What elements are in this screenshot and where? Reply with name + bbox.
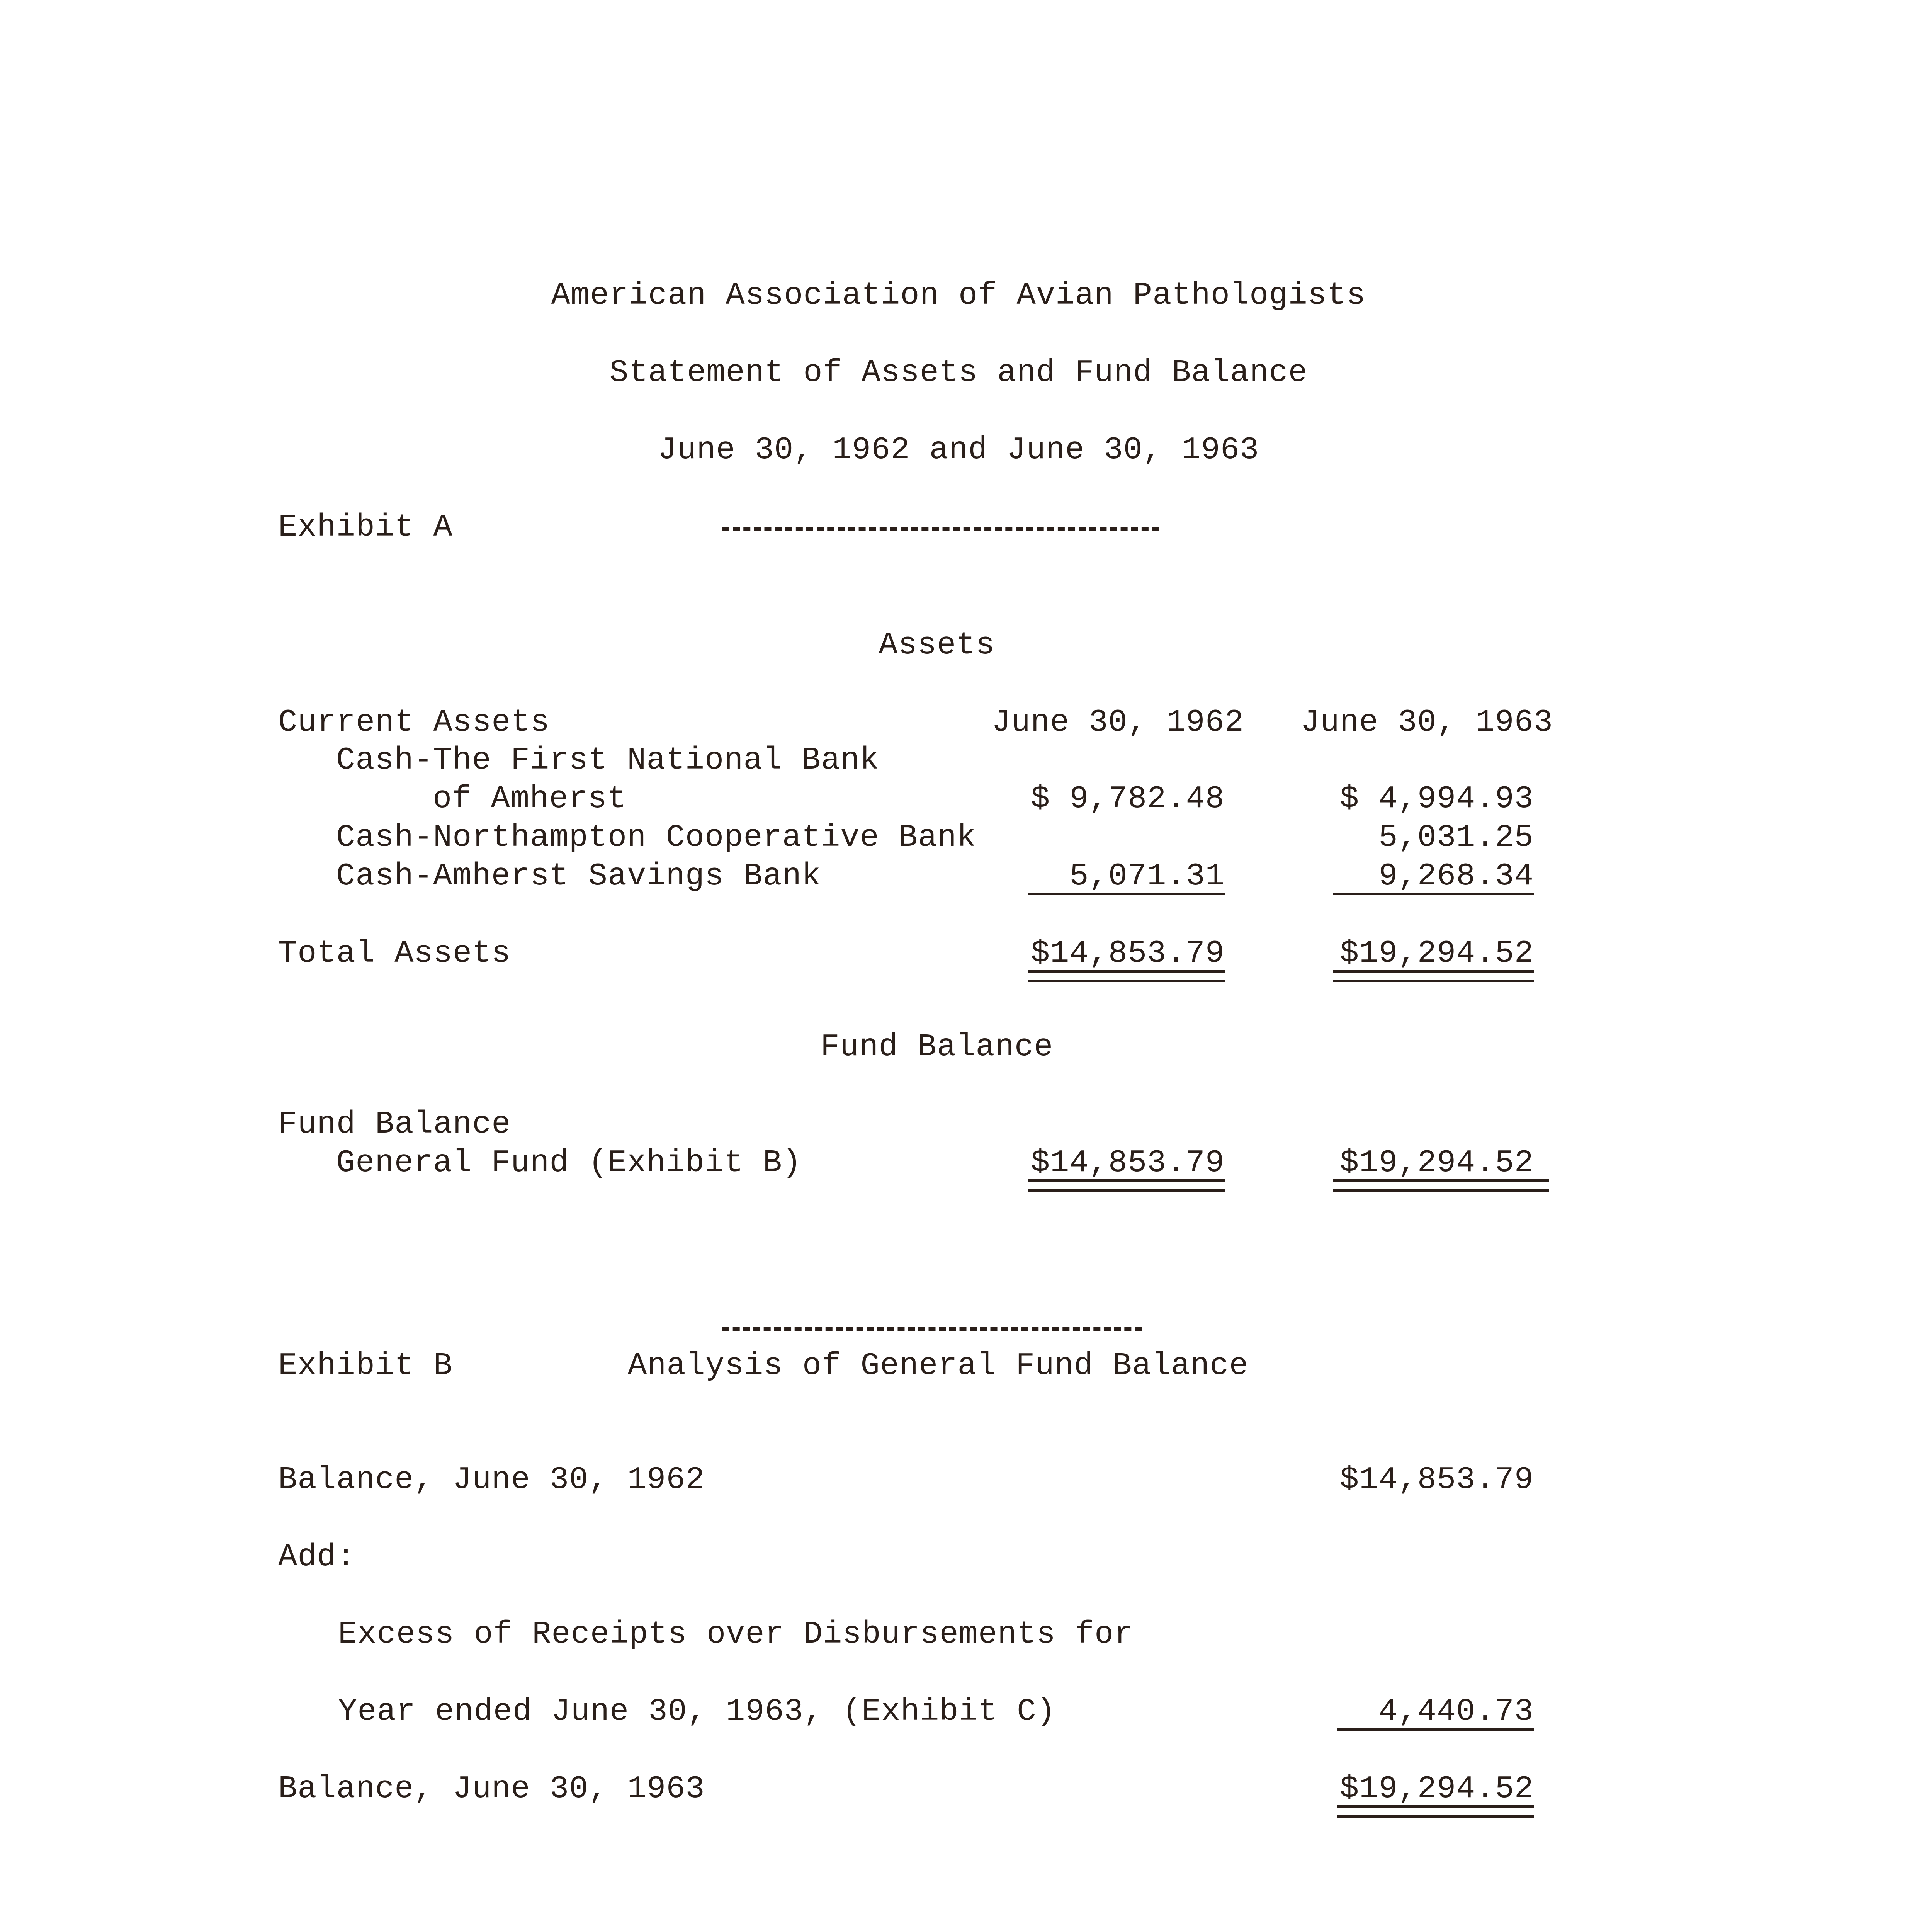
exhibit-a-dashed-divider — [722, 527, 1159, 531]
asset-row-value-1962: $ 9,782.48 — [1030, 781, 1225, 817]
current-assets-label: Current Assets — [278, 704, 550, 740]
excess-underline — [1337, 1728, 1534, 1731]
asset-row-value-1963: $ 4,994.93 — [1339, 781, 1534, 817]
general-fund-1963: $19,294.52 — [1339, 1145, 1534, 1181]
total-assets-1963: $19,294.52 — [1339, 935, 1534, 971]
subtotal-underline-1963 — [1333, 893, 1534, 895]
statement-title: Statement of Assets and Fund Balance — [609, 355, 1308, 391]
exhibit-a-label: Exhibit A — [278, 509, 453, 545]
balance-1963-label: Balance, June 30, 1963 — [278, 1771, 705, 1807]
fund-balance-label: Fund Balance — [278, 1106, 511, 1142]
statement-period: June 30, 1962 and June 30, 1963 — [658, 432, 1259, 468]
balance-1962-value: $14,853.79 — [1339, 1462, 1534, 1498]
add-label: Add: — [278, 1539, 356, 1575]
column-header-1962: June 30, 1962 — [992, 704, 1244, 740]
total-double-underline-1963 — [1333, 980, 1534, 982]
exhibit-b-label: Exhibit B — [278, 1348, 453, 1384]
subtotal-underline-1962 — [1028, 893, 1225, 895]
general-fund-double-underline-1963 — [1333, 1189, 1549, 1192]
exhibit-b-title: Analysis of General Fund Balance — [628, 1348, 1249, 1384]
asset-row-value-1962: 5,071.31 — [1069, 858, 1225, 894]
excess-value: 4,440.73 — [1378, 1694, 1534, 1730]
total-underline-1962 — [1028, 970, 1225, 973]
total-double-underline-1962 — [1028, 980, 1225, 982]
balance-1963-double-underline — [1337, 1815, 1534, 1818]
general-fund-underline-1963 — [1333, 1179, 1549, 1182]
asset-row-value-1963: 9,268.34 — [1378, 858, 1534, 894]
org-name: American Association of Avian Pathologists — [551, 277, 1366, 313]
asset-row-label: Cash-The First National Bank — [336, 742, 879, 778]
balance-1963-underline — [1337, 1805, 1534, 1808]
asset-row-value-1963: 5,031.25 — [1378, 820, 1534, 855]
total-assets-1962: $14,853.79 — [1030, 935, 1225, 971]
assets-heading: Assets — [879, 627, 995, 663]
exhibit-b-dashed-divider — [722, 1327, 1142, 1331]
general-fund-underline-1962 — [1028, 1179, 1225, 1182]
total-underline-1963 — [1333, 970, 1534, 973]
total-assets-label: Total Assets — [278, 935, 511, 971]
balance-1962-label: Balance, June 30, 1962 — [278, 1462, 705, 1498]
column-header-1963: June 30, 1963 — [1301, 704, 1553, 740]
general-fund-1962: $14,853.79 — [1030, 1145, 1225, 1181]
fund-balance-heading: Fund Balance — [820, 1029, 1054, 1065]
asset-row-label: Cash-Amherst Savings Bank — [336, 858, 821, 894]
balance-1963-value: $19,294.52 — [1339, 1771, 1534, 1807]
excess-description: Excess of Receipts over Disbursements for — [338, 1616, 1134, 1652]
excess-description-continued: Year ended June 30, 1963, (Exhibit C) — [338, 1694, 1056, 1730]
general-fund-label: General Fund (Exhibit B) — [336, 1145, 802, 1181]
asset-row-label: Cash-Northampton Cooperative Bank — [336, 820, 976, 855]
asset-row-label-continued: of Amherst — [433, 781, 627, 817]
general-fund-double-underline-1962 — [1028, 1189, 1225, 1192]
